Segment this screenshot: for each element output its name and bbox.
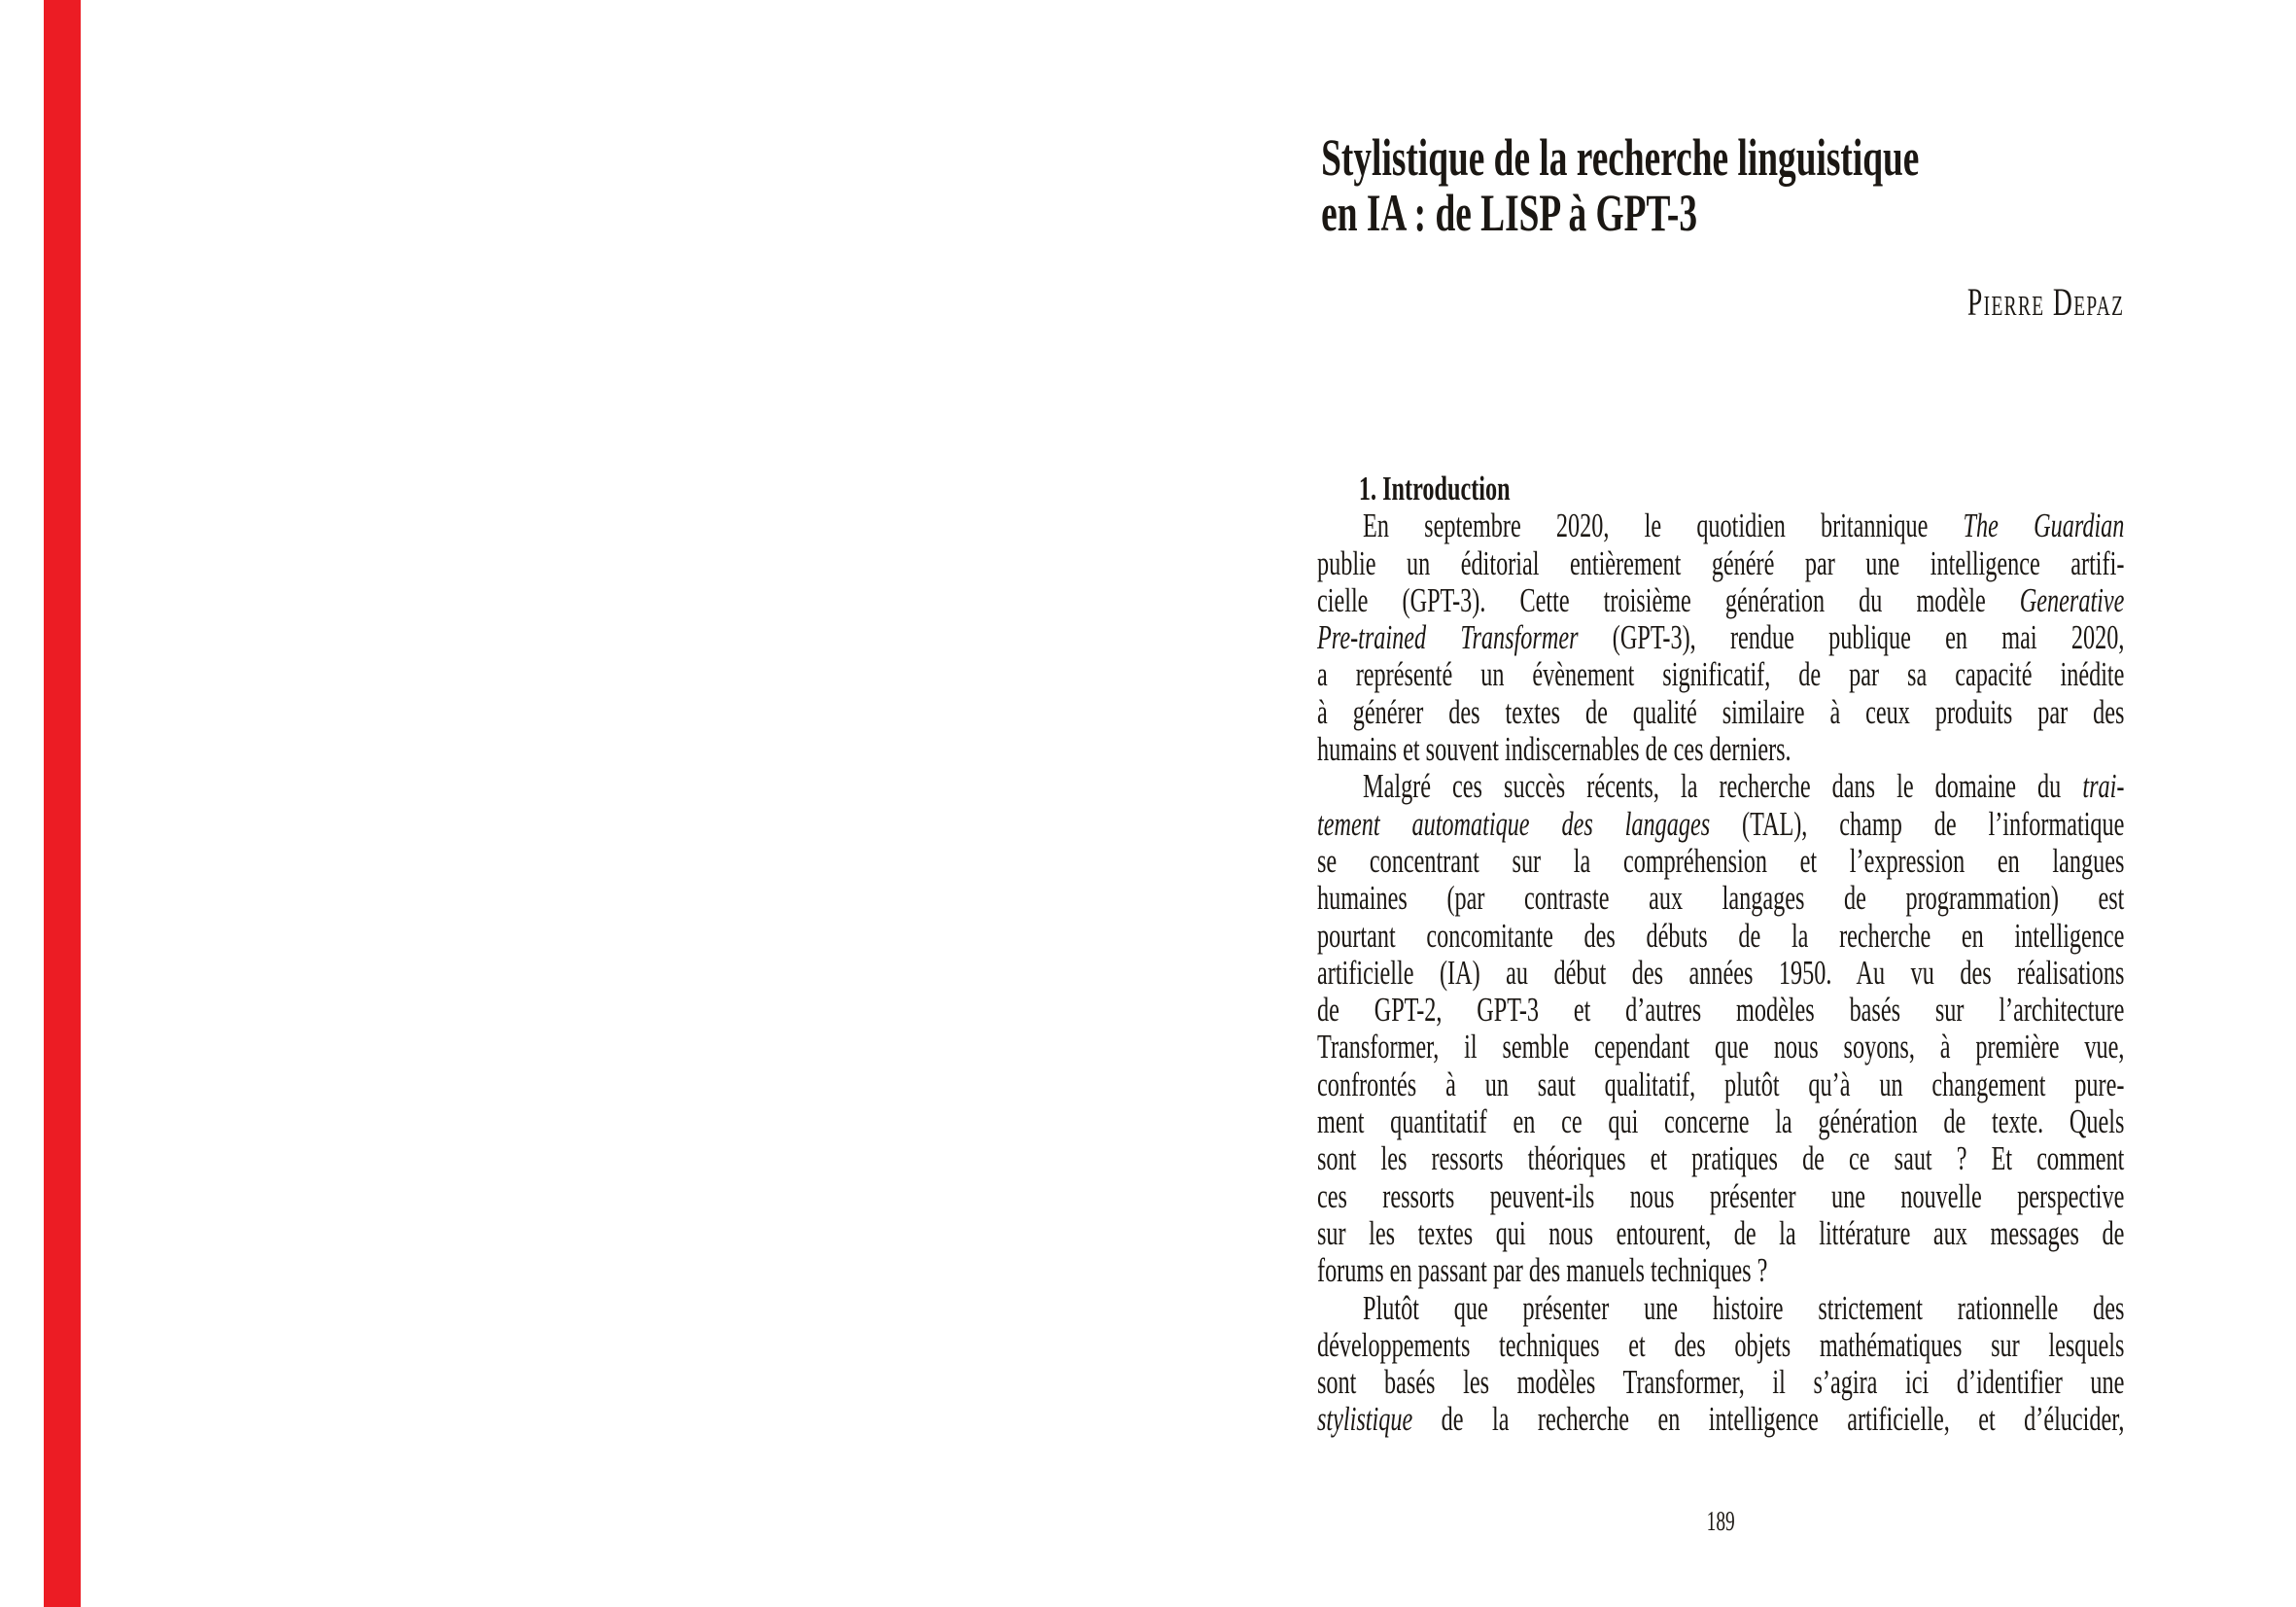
body-line: [1317, 731, 2124, 768]
body-line: [1317, 1401, 2124, 1438]
text: En septembre 2020, le quotidien britannique: [1363, 507, 1964, 545]
body-line: [1317, 694, 2124, 731]
text: Transformer, il semble cependant que nous soyons, à première vue,: [1317, 1028, 2125, 1066]
text: confrontés à un saut qualitatif, plutôt qu’à un changement pure-: [1317, 1065, 2125, 1103]
article-title-line-2: en IA : de LISP à GPT-3: [1321, 184, 1698, 242]
text: Plutôt que présenter une histoire strictement rationnelle des: [1363, 1288, 2125, 1327]
body-line: [1317, 1327, 2124, 1364]
body-line: [1317, 1252, 2124, 1289]
body-line: [1317, 880, 2124, 917]
italic-text: stylistique: [1317, 1400, 1413, 1439]
text: forums en passant par des manuels techniques ?: [1317, 1251, 1768, 1290]
body-line: [1317, 545, 2124, 582]
text: à générer des textes de qualité similaire à ceux produits par des: [1317, 692, 2125, 731]
text: se concentrant sur la compréhension et l’expression en langues: [1317, 841, 2125, 880]
body-line: [1317, 806, 2124, 843]
body-line: [1317, 768, 2124, 805]
text: de la recherche en intelligence artificielle, et d’élucider,: [1412, 1400, 2125, 1439]
text: sur les textes qui nous entourent, de la littérature aux messages de: [1317, 1213, 2125, 1252]
body-line: [1317, 1290, 2124, 1327]
text: ment quantitatif en ce qui concerne la génération de texte. Quels: [1317, 1102, 2125, 1141]
body-line: [1317, 843, 2124, 880]
page-edge-red-stripe: [44, 0, 81, 1607]
body-line: [1317, 992, 2124, 1029]
body-line: [1317, 1029, 2124, 1066]
italic-text: The Guardian: [1963, 507, 2125, 545]
text: a représenté un évènement significatif, de par sa capacité inédite: [1317, 655, 2125, 694]
body-line: [1317, 619, 2124, 656]
article-body: [1317, 471, 2124, 1439]
body-line: [1317, 1140, 2124, 1177]
body-line: [1317, 507, 2124, 544]
article-title-line-1: Stylistique de la recherche linguistique: [1321, 128, 1920, 187]
text: cielle (GPT-3). Cette troisième génération du modèle: [1317, 580, 2020, 619]
body-line: [1317, 1364, 2124, 1401]
author-name: Pierre Depaz: [1966, 280, 2125, 324]
text: sont basés les modèles Transformer, il s’agira ici d’identifier une: [1317, 1363, 2125, 1402]
body-line: [1317, 1103, 2124, 1140]
body-line: [1317, 955, 2124, 992]
section-heading: 1. Introduction: [1358, 470, 1511, 507]
text: ces ressorts peuvent-ils nous présenter une nouvelle perspective: [1317, 1176, 2125, 1215]
italic-text: Generative: [2019, 580, 2125, 619]
text: (TAL), champ de l’informatique: [1710, 804, 2125, 843]
body-line: [1317, 1066, 2124, 1103]
text: Malgré ces succès récents, la recherche dans le domaine du: [1363, 767, 2083, 806]
page-number: 189: [1706, 1507, 1735, 1537]
italic-text: Pre-trained Transformer: [1317, 618, 1579, 657]
body-line: [1317, 656, 2124, 693]
article-title: [1321, 130, 1919, 241]
text: sont les ressorts théoriques et pratiques de ce saut ? Et comment: [1317, 1139, 2125, 1178]
italic-text: trai-: [2082, 767, 2125, 806]
text: humaines (par contraste aux langages de programmation) est: [1317, 879, 2125, 918]
text: de GPT-2, GPT-3 et d’autres modèles basés sur l’architecture: [1317, 991, 2125, 1030]
text: publie un éditorial entièrement généré par une intelligence artifi-: [1317, 543, 2125, 582]
text: humains et souvent indiscernables de ces derniers.: [1317, 730, 1792, 769]
text: (GPT-3), rendue publique en mai 2020,: [1578, 618, 2125, 657]
body-line: [1317, 582, 2124, 619]
body-line: [1317, 918, 2124, 955]
italic-text: tement automatique des langages: [1317, 804, 1711, 843]
text: pourtant concomitante des débuts de la recherche en intelligence: [1317, 916, 2125, 955]
body-line: [1317, 1215, 2124, 1252]
text: développements techniques et des objets mathématiques sur lesquels: [1317, 1325, 2125, 1364]
body-line: [1317, 1178, 2124, 1215]
article-column: [1317, 0, 2124, 1607]
text: artificielle (IA) au début des années 1950. Au vu des réalisations: [1317, 953, 2125, 992]
